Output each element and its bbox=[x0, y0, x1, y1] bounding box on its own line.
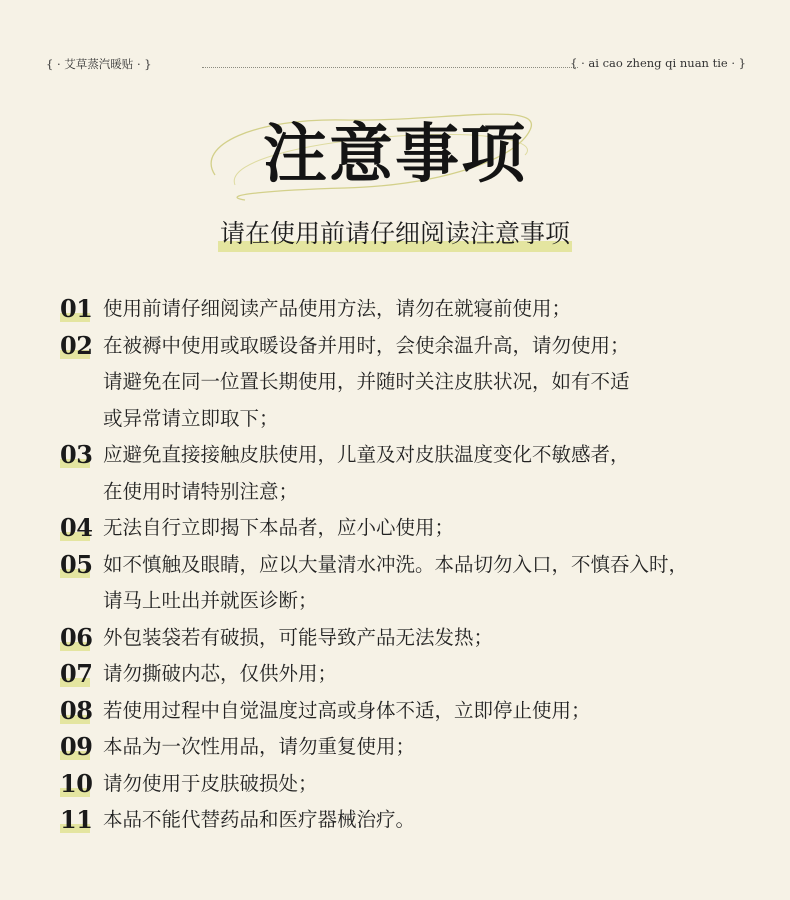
note-item bbox=[60, 802, 770, 839]
page-subtitle: 请在使用前请仔细阅读注意事项 bbox=[218, 214, 572, 250]
note-number: 06 bbox=[60, 622, 93, 652]
page-title: 注意事项 bbox=[263, 117, 527, 192]
note-number: 04 bbox=[60, 513, 93, 542]
note-item bbox=[60, 510, 770, 547]
note-text-line: 在被褥中使用或取暖设备并用时，会使余温升高，请勿使用； bbox=[103, 333, 630, 357]
note-text-line: 应避免直接接触皮肤使用，儿童及对皮肤温度变化不敏感者， bbox=[103, 443, 630, 466]
note-item bbox=[60, 437, 770, 510]
note-item bbox=[60, 656, 770, 693]
note-number: 09 bbox=[60, 732, 93, 761]
note-item bbox=[60, 547, 770, 620]
note-number: 11 bbox=[60, 805, 93, 834]
note-number: 02 bbox=[60, 330, 93, 360]
note-number: 03 bbox=[60, 440, 93, 469]
note-text-line: 若使用过程中自觉温度过高或身体不适，立即停止使用； bbox=[103, 698, 591, 722]
note-text-line: 请勿使用于皮肤破损处； bbox=[103, 771, 318, 795]
note-text-line: 请避免在同一位置长期使用，并随时关注皮肤状况，如有不适 bbox=[103, 370, 630, 393]
note-number: 10 bbox=[60, 768, 93, 798]
note-text-line: 或异常请立即取下； bbox=[103, 406, 279, 430]
note-item bbox=[60, 766, 770, 803]
note-text-line: 外包装袋若有破损，可能导致产品无法发热； bbox=[103, 625, 494, 649]
note-text-line: 如不慎触及眼睛，应以大量清水冲洗。本品切勿入口，不慎吞入时， bbox=[103, 552, 689, 576]
note-item bbox=[60, 328, 770, 438]
note-item bbox=[60, 620, 770, 657]
note-text-line: 请马上吐出并就医诊断； bbox=[103, 589, 318, 612]
note-text-line: 无法自行立即揭下本品者，应小心使用； bbox=[103, 516, 455, 539]
note-item bbox=[60, 729, 770, 766]
note-text-line: 在使用时请特别注意； bbox=[103, 479, 299, 503]
note-number: 08 bbox=[60, 695, 93, 725]
header-bar bbox=[46, 56, 746, 74]
note-text-line: 本品为一次性用品，请勿重复使用； bbox=[103, 735, 416, 758]
note-text-line: 使用前请仔细阅读产品使用方法，请勿在就寝前使用； bbox=[103, 297, 572, 320]
notes-list bbox=[60, 291, 770, 839]
brand-tag-chinese: { · 艾草蒸汽暖贴 · } bbox=[46, 57, 152, 71]
brand-tag-pinyin: { · ai cao zheng qi nuan tie · } bbox=[570, 56, 746, 70]
note-number: 01 bbox=[60, 294, 93, 323]
dotted-divider bbox=[202, 67, 578, 68]
note-item bbox=[60, 693, 770, 730]
note-text-line: 请勿撕破内芯，仅供外用； bbox=[103, 662, 338, 685]
note-number: 07 bbox=[60, 659, 93, 688]
note-item bbox=[60, 291, 770, 328]
note-number: 05 bbox=[60, 549, 93, 579]
note-text-line: 本品不能代替药品和医疗器械治疗。 bbox=[103, 808, 416, 831]
